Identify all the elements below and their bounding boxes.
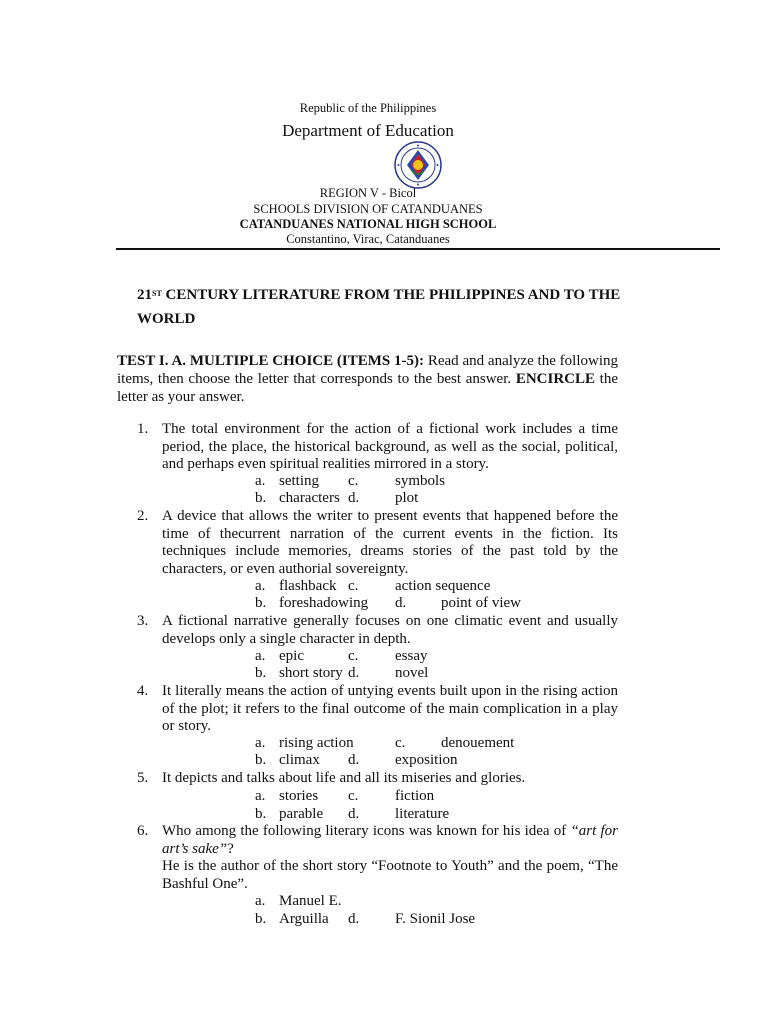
title-line2: WORLD (137, 311, 196, 327)
option-text: rising action (279, 735, 354, 751)
option-letter: a. (255, 578, 266, 594)
header-department: Department of Education (282, 121, 454, 140)
option-text: plot (395, 490, 419, 506)
title-prefix: 21 (137, 287, 152, 303)
option-letter: a. (255, 893, 266, 909)
test-instructions (117, 352, 618, 406)
option-letter: d. (348, 752, 360, 768)
option-text: essay (395, 648, 428, 664)
option-letter: d. (348, 911, 360, 927)
option-letter: d. (348, 665, 360, 681)
option-letter: c. (348, 578, 359, 594)
header-division: SCHOOLS DIVISION OF CATANDUANES (253, 202, 483, 216)
option-text: flashback (279, 578, 337, 594)
option-text: Arguilla (279, 911, 329, 927)
option-text: characters (279, 490, 340, 506)
question-number: 2. (137, 508, 149, 524)
option-text: Manuel E. (279, 893, 342, 909)
question-text: A device that allows the writer to present events that happened before the time of thecurrent narration of the current events in the fiction. Its techniques include memories, dreams stories of the past told by the characters, or even authorial sovereignty. (162, 508, 618, 577)
option-text: exposition (395, 752, 458, 768)
option-text: climax (279, 752, 320, 768)
option-letter: b. (255, 490, 267, 506)
option-letter: b. (255, 665, 267, 681)
option-letter: c. (395, 735, 406, 751)
header-region: REGION V - Bicol (319, 186, 417, 200)
option-letter: a. (255, 788, 266, 804)
test-text-1: Read and analyze the following items, then choose the letter that corresponds to the best answer. (117, 353, 618, 387)
option-letter: c. (348, 788, 359, 804)
option-text: stories (279, 788, 319, 804)
option-text: denouement (441, 735, 515, 751)
option-text: novel (395, 665, 429, 681)
test-text-2: the letter as your answer. (117, 371, 618, 405)
question-text: It literally means the action of untying events built upon in the rising action of the plot; it refers to the final outcome of the main complication in a play or story. (162, 683, 618, 734)
question-text: The total environment for the action of a fictional work includes a time period, the place, the historical background, as well as the social, political, and perhaps even spiritual realities mirrored in a story. (162, 421, 618, 472)
option-text: short story (279, 665, 343, 681)
question-text: A fictional narrative generally focuses on one climatic event and usually develops only a single character in depth. (162, 613, 618, 647)
header-republic: Republic of the Philippines (299, 101, 437, 115)
header-divider (116, 248, 720, 250)
test-heading: TEST I. A. MULTIPLE CHOICE (ITEMS 1-5): (117, 353, 425, 369)
option-letter: a. (255, 473, 266, 489)
question-number: 1. (137, 421, 149, 437)
title-line1: CENTURY LITERATURE FROM THE PHILIPPINES AND TO THE (161, 287, 621, 303)
option-text: action sequence (395, 578, 491, 594)
option-letter: b. (255, 806, 267, 822)
question-text-after: ? (227, 840, 234, 857)
option-text: symbols (395, 473, 446, 489)
question-text (162, 823, 618, 858)
option-letter: b. (255, 595, 267, 611)
deped-seal-logo (394, 141, 442, 189)
header-school: CATANDUANES NATIONAL HIGH SCHOOL (239, 217, 497, 231)
option-text: fiction (395, 788, 435, 804)
question-number: 3. (137, 613, 149, 629)
option-letter: a. (255, 648, 266, 664)
option-text: F. Sionil Jose (395, 911, 476, 927)
option-letter: d. (348, 490, 360, 506)
option-letter: c. (348, 648, 359, 664)
question-number: 4. (137, 683, 149, 699)
option-letter: a. (255, 735, 266, 751)
question-number: 6. (137, 823, 149, 839)
option-letter: b. (255, 752, 267, 768)
option-letter: d. (395, 595, 407, 611)
option-text: point of view (441, 595, 521, 611)
header-address: Constantino, Virac, Catanduanes (286, 232, 450, 246)
option-letter: c. (348, 473, 359, 489)
option-text: setting (279, 473, 319, 489)
option-text: epic (279, 648, 304, 664)
exam-title (137, 283, 657, 331)
option-letter: d. (348, 806, 360, 822)
question-text-before: Who among the following literary icons was known for his idea of (162, 823, 571, 839)
question-text: It depicts and talks about life and all its miseries and glories. (162, 770, 526, 786)
option-text: literature (395, 806, 450, 822)
question-number: 5. (137, 770, 149, 786)
option-text: foreshadowing (279, 595, 369, 611)
option-text: parable (279, 806, 324, 822)
title-superscript: ST (152, 289, 162, 298)
question-text-italic: “art for art’s sake” (162, 823, 618, 857)
question-text-line2: He is the author of the short story “Footnote to Youth” and the poem, “The Bashful One”. (162, 858, 618, 892)
test-encircle: ENCIRCLE (515, 371, 595, 387)
option-letter: b. (255, 911, 267, 927)
